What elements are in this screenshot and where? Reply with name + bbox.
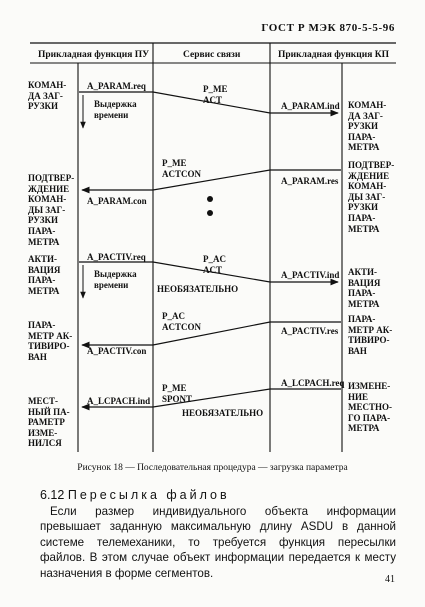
ellipsis-dot [207, 196, 213, 202]
right-block-activation: АКТИ- ВАЦИЯ ПАРА- МЕТРА [348, 267, 381, 309]
left-block-local-changed: МЕСТ- НЫЙ ПА- РАМЕТР ИЗМЕ- НИЛСЯ [28, 396, 70, 449]
right-block-local-change: ИЗМЕНЕ- НИЕ МЕСТНО- ГО ПАРА- МЕТРА [348, 381, 392, 434]
section-heading [40, 488, 230, 502]
left-block-activation: АКТИ- ВАЦИЯ ПАРА- МЕТРА [28, 254, 61, 296]
page-header: ГОСТ Р МЭК 870-5-5-96 [261, 22, 395, 34]
label-lcpach-req: A_LCPACH.req [281, 378, 345, 388]
right-block-load-confirm: ПОДТВЕР- ЖДЕНИЕ КОМАН- ДЫ ЗАГ- РУЗКИ ПАРА- МЕТРА [348, 160, 395, 234]
label-pactiv-ind: A_PACTIV.ind [281, 270, 340, 280]
label-me-actcon: P_ME ACTCON [162, 158, 202, 179]
label-optional-2: НЕОБЯЗАТЕЛЬНО [182, 408, 264, 418]
label-param-req: A_PARAM.req [87, 81, 146, 91]
left-block-activated: ПАРА- МЕТР АК- ТИВИРО- ВАН [28, 320, 73, 362]
label-lcpach-ind: A_LCPACH.ind [87, 396, 151, 406]
left-block-load-command: КОМАН- ДА ЗАГ- РУЗКИ [28, 80, 67, 112]
label-param-res: A_PARAM.res [281, 176, 339, 186]
label-optional-1: НЕОБЯЗАТЕЛЬНО [157, 284, 239, 294]
section-paragraph: Если размер индивидуального объекта информации превышает заданную максимальную длину ASDU в данной системе телемеханики, то требуется функция пересылки файлов. В этом случае объект информации передается к месту назначения в форме сегментов. [40, 505, 396, 580]
column-title-right: Прикладная функция КП [278, 50, 390, 60]
label-delay-2: Выдержка времени [94, 269, 137, 290]
figure-caption: Рисунок 18 — Последовательная процедура — загрузка параметра [77, 463, 348, 473]
label-pactiv-con: A_PACTIV.con [87, 346, 147, 356]
label-me-act: P_ME ACT [203, 84, 228, 105]
right-block-activated: ПАРА- МЕТР АК- ТИВИРО- ВАН [348, 314, 393, 356]
label-pactiv-res: A_PACTIV.res [281, 326, 339, 336]
right-block-load-command: КОМАН- ДА ЗАГ- РУЗКИ ПАРА- МЕТРА [348, 100, 387, 153]
column-title-left: Прикладная функция ПУ [38, 50, 150, 60]
ellipsis-dot [207, 210, 213, 216]
page-number: 41 [385, 574, 395, 585]
label-me-spont: P_ME SPONT [162, 383, 193, 404]
label-ac-act: P_AC ACT [203, 254, 226, 275]
label-ac-actcon: P_AC ACTCON [162, 311, 202, 332]
label-pactiv-req: A_PACTIV.req [87, 252, 146, 262]
label-delay-1: Выдержка времени [94, 99, 137, 120]
section-number: 6.12 [40, 488, 65, 502]
column-title-middle: Сервис связи [183, 50, 241, 60]
left-block-load-confirm: ПОДТВЕР- ЖДЕНИЕ КОМАН- ДЫ ЗАГ- РУЗКИ ПАРА- МЕТРА [28, 173, 75, 247]
label-param-con: A_PARAM.con [87, 196, 147, 206]
label-param-ind: A_PARAM.ind [281, 101, 340, 111]
section-title: Пересылка файлов [67, 488, 230, 502]
